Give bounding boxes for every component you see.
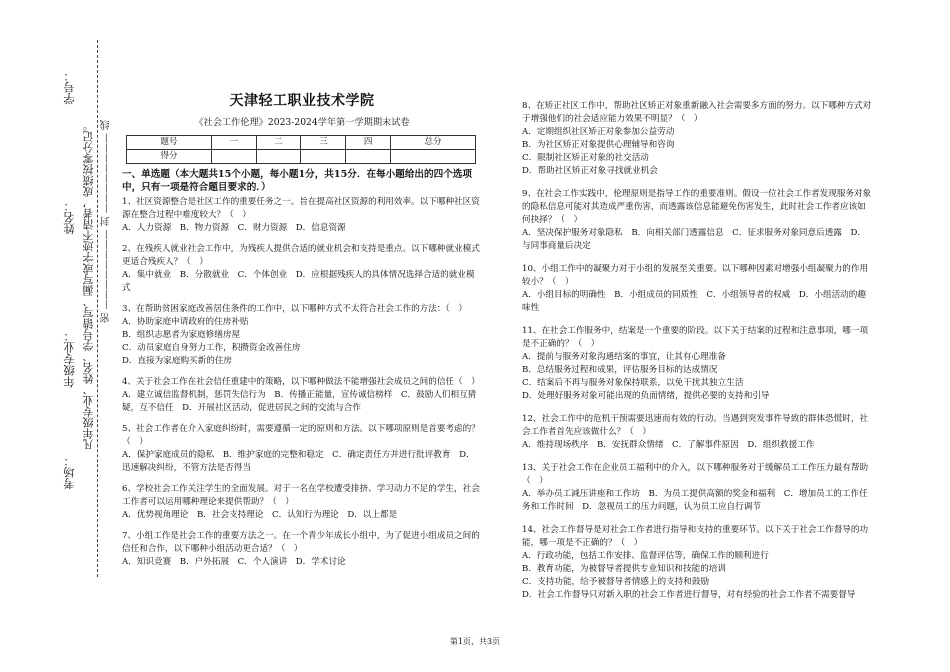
question-stem: 7、小组工作是社会工作的重要方法之一。在一个青少年成长小组中，为了促进小组成员之间的信任和合作，以下哪种小组活动更合适？（ ） bbox=[122, 531, 480, 554]
question-item bbox=[122, 530, 482, 569]
score-cell bbox=[256, 150, 301, 164]
question-option: A．集中就业 B．分散就业 C．个体创业 D．应根据残疾人的具体情况选择合适的就业模式 bbox=[122, 270, 475, 293]
major-label: 年级专业： bbox=[62, 330, 76, 388]
score-table-score-row bbox=[127, 150, 476, 164]
question-option: C．结案后不再与服务对象保持联系，以免干扰其独立生活 bbox=[522, 378, 744, 388]
question-option: B．为社区矫正对象提供心理辅导和咨询 bbox=[522, 140, 675, 150]
question-item bbox=[522, 413, 872, 452]
question-option: C．限制社区矫正对象的社交活动 bbox=[522, 153, 649, 163]
question-option: A．提前与服务对象沟通结案的事宜，让其有心理准备 bbox=[522, 352, 726, 362]
page-footer: 第1页，共3页 bbox=[449, 637, 501, 646]
score-cell: 题号 bbox=[127, 136, 212, 150]
question-stem: 13、关于社会工作在企业员工福利中的介入，以下哪种服务对于缓解员工工作压力最有帮助（ ） bbox=[522, 463, 869, 486]
question-option: B．教育功能，为被督导者提供专业知识和技能的培训 bbox=[522, 564, 726, 574]
score-cell bbox=[346, 150, 391, 164]
question-option: A．举办员工减压讲座和工作坊 B．为员工提供高额的奖金和福利 C．增加员工的工作任务和工作时间 D．忽视员工的压力问题，认为员工应自行调节 bbox=[522, 489, 868, 512]
score-table bbox=[126, 135, 476, 164]
question-stem: 2、在残疾人就业社会工作中，为残疾人提供合适的就业机会和支持是重点。以下哪种就业模式更适合残疾人？（ ） bbox=[122, 244, 480, 267]
exam-subtitle: 《社会工作伦理》2023-2024学年第一学期期末试卷 bbox=[194, 117, 410, 128]
question-option: A．维持现场秩序 B．安抚群众情绪 C．了解事件原因 D．组织救援工作 bbox=[522, 440, 815, 450]
score-cell: 二 bbox=[256, 136, 301, 150]
section-heading: 一、单选题（本大题共15个小题，每小题1分，共15分．在每小题给出的四个选项中，只有一项是符合题目要求的．） bbox=[122, 169, 472, 193]
page-title: 天津轻工职业技术学院 bbox=[229, 93, 375, 109]
score-cell: 一 bbox=[211, 136, 256, 150]
question-stem: 3、在帮助贫困家庭改善居住条件的工作中，以下哪种方式不太符合社会工作的方法：（ ） bbox=[122, 304, 467, 314]
question-option: D．社会工作督导只对新入职的社会工作者进行督导，对有经验的社会工作者不需要督导 bbox=[522, 590, 856, 600]
question-option: A．定期组织社区矫正对象参加公益劳动 bbox=[522, 127, 675, 137]
question-option: D．帮助社区矫正对象寻找就业机会 bbox=[522, 166, 658, 176]
left-column bbox=[122, 95, 482, 577]
score-cell: 总分 bbox=[391, 136, 476, 150]
question-stem: 8、在矫正社区工作中，帮助社区矫正对象重新融入社会需要多方面的努力。以下哪种方式对于增强他们的社会适应能力效果不明显？（ ） bbox=[522, 101, 872, 124]
score-cell bbox=[211, 150, 256, 164]
question-option: D．直接为家庭购买新的住房 bbox=[122, 356, 233, 366]
score-cell bbox=[301, 150, 346, 164]
question-stem: 14、社会工作督导是对社会工作者进行指导和支持的重要环节。以下关于社会工作督导的功能，哪一项是不正确的？（ ） bbox=[522, 525, 869, 548]
question-option: D．处理好服务对象可能出现的负面情绪，提供必要的支持和引导 bbox=[522, 391, 770, 401]
score-cell: 三 bbox=[301, 136, 346, 150]
question-stem: 9、在社会工作实践中，伦理原则是指导工作的重要准则。假设一位社会工作者发现服务对象的隐私信息可能对其造成严重伤害，而透露该信息能避免伤害发生，此时社会工作者应该如何抉择？（ ） bbox=[522, 189, 872, 225]
right-column bbox=[522, 100, 872, 612]
question-option: A．坚决保护服务对象隐私 B．向相关部门透露信息 C．征求服务对象同意后透露 D．与同事商量后决定 bbox=[522, 228, 866, 251]
question-item bbox=[522, 263, 872, 315]
question-stem: 1、社区资源整合是社区工作的重要任务之一。旨在提高社区资源的利用效率。以下哪种社区资源在整合过程中难度较大？（ ） bbox=[122, 197, 480, 220]
question-stem: 4、关于社会工作在社会信任重建中的策略，以下哪种做法不能增强社会成员之间的信任（ ） bbox=[122, 377, 480, 387]
name-label: 姓名： bbox=[62, 200, 76, 235]
question-item bbox=[122, 483, 482, 522]
question-item bbox=[122, 243, 482, 295]
question-stem: 11、在社会工作服务中，结案是一个重要的阶段。以下关于结案的过程和注意事项，哪一项是不正确的？（ ） bbox=[522, 326, 869, 349]
question-item bbox=[122, 303, 482, 368]
question-item bbox=[522, 100, 872, 178]
question-stem: 6、学校社会工作关注学生的全面发展。对于一名在学校遭受排挤、学习动力不足的学生，社会工作者可以运用哪种理论来提供帮助？（ ） bbox=[122, 484, 480, 507]
question-option: A．协助家庭申请政府的住房补贴 bbox=[122, 317, 249, 327]
question-item bbox=[522, 524, 872, 602]
question-option: A．行政功能，包括工作安排、监督评估等，确保工作的顺利进行 bbox=[522, 551, 769, 561]
score-cell: 四 bbox=[346, 136, 391, 150]
binding-notice: 凡年级专业、姓名、学号错写、漏写或字迹不清者，成绩按零分记。 bbox=[82, 120, 95, 450]
question-option: A．知识竞赛 B．户外拓展 C．个人演讲 D．学术讨论 bbox=[122, 557, 346, 567]
student-id-label: 学号： bbox=[62, 70, 76, 105]
binding-sidebar bbox=[0, 0, 110, 672]
score-cell: 得分 bbox=[127, 150, 212, 164]
seal-line-label: 密 ———————— 封 ———————— 线 bbox=[101, 120, 112, 323]
question-item bbox=[522, 462, 872, 514]
score-cell bbox=[391, 150, 476, 164]
question-option: C．支持功能，给予被督导者情感上的支持和鼓励 bbox=[522, 577, 710, 587]
question-item bbox=[522, 188, 872, 253]
question-item bbox=[522, 325, 872, 403]
question-stem: 5、社会工作者在介入家庭纠纷时，需要遵循一定的原则和方法。以下哪项原则是首要考虑的？（ ） bbox=[122, 424, 480, 447]
binding-dashed-line bbox=[97, 40, 98, 577]
question-item bbox=[122, 376, 482, 415]
question-option: A．建立诚信监督机制，惩罚失信行为 B．传播正能量，宣传诚信榜样 C．鼓励人们相互猜疑，互不信任 D．开展社区活动，促进居民之间的交流与合作 bbox=[122, 390, 477, 413]
question-option: A．人力资源 B．物力资源 C．财力资源 D．信息资源 bbox=[122, 223, 346, 233]
question-stem: 10、小组工作中的凝聚力对于小组的发展至关重要。以下哪种因素对增强小组凝聚力的作用较小？（ ） bbox=[522, 264, 869, 287]
question-list-right bbox=[522, 100, 872, 602]
question-option: A．保护家庭成员的隐私 B．维护家庭的完整和稳定 C．确定责任方并进行批评教育 D．迅速解决纠纷，不管方法是否得当 bbox=[122, 450, 475, 473]
question-item bbox=[122, 423, 482, 475]
question-item bbox=[122, 196, 482, 235]
exam-site-label: 考场： bbox=[62, 455, 76, 490]
question-option: B．总结服务过程和成果，评估服务目标的达成情况 bbox=[522, 365, 718, 375]
question-stem: 12、社会工作中的危机干预需要迅速而有效的行动。当遇到突发事件导致的群体恐慌时，社会工作者首先应该做什么？（ ） bbox=[522, 414, 869, 437]
question-option: C．动员家庭自身努力工作，积攒资金改善住房 bbox=[122, 343, 301, 353]
score-table-header-row bbox=[127, 136, 476, 150]
question-option: A．小组目标的明确性 B．小组成员的同质性 C．小组领导者的权威 D．小组活动的趣味性 bbox=[522, 290, 866, 313]
question-option: A．优势视角理论 B．社会支持理论 C．认知行为理论 D．以上都是 bbox=[122, 510, 398, 520]
question-list-left bbox=[122, 196, 482, 569]
question-option: B．组织志愿者为家庭修缮房屋 bbox=[122, 330, 241, 340]
